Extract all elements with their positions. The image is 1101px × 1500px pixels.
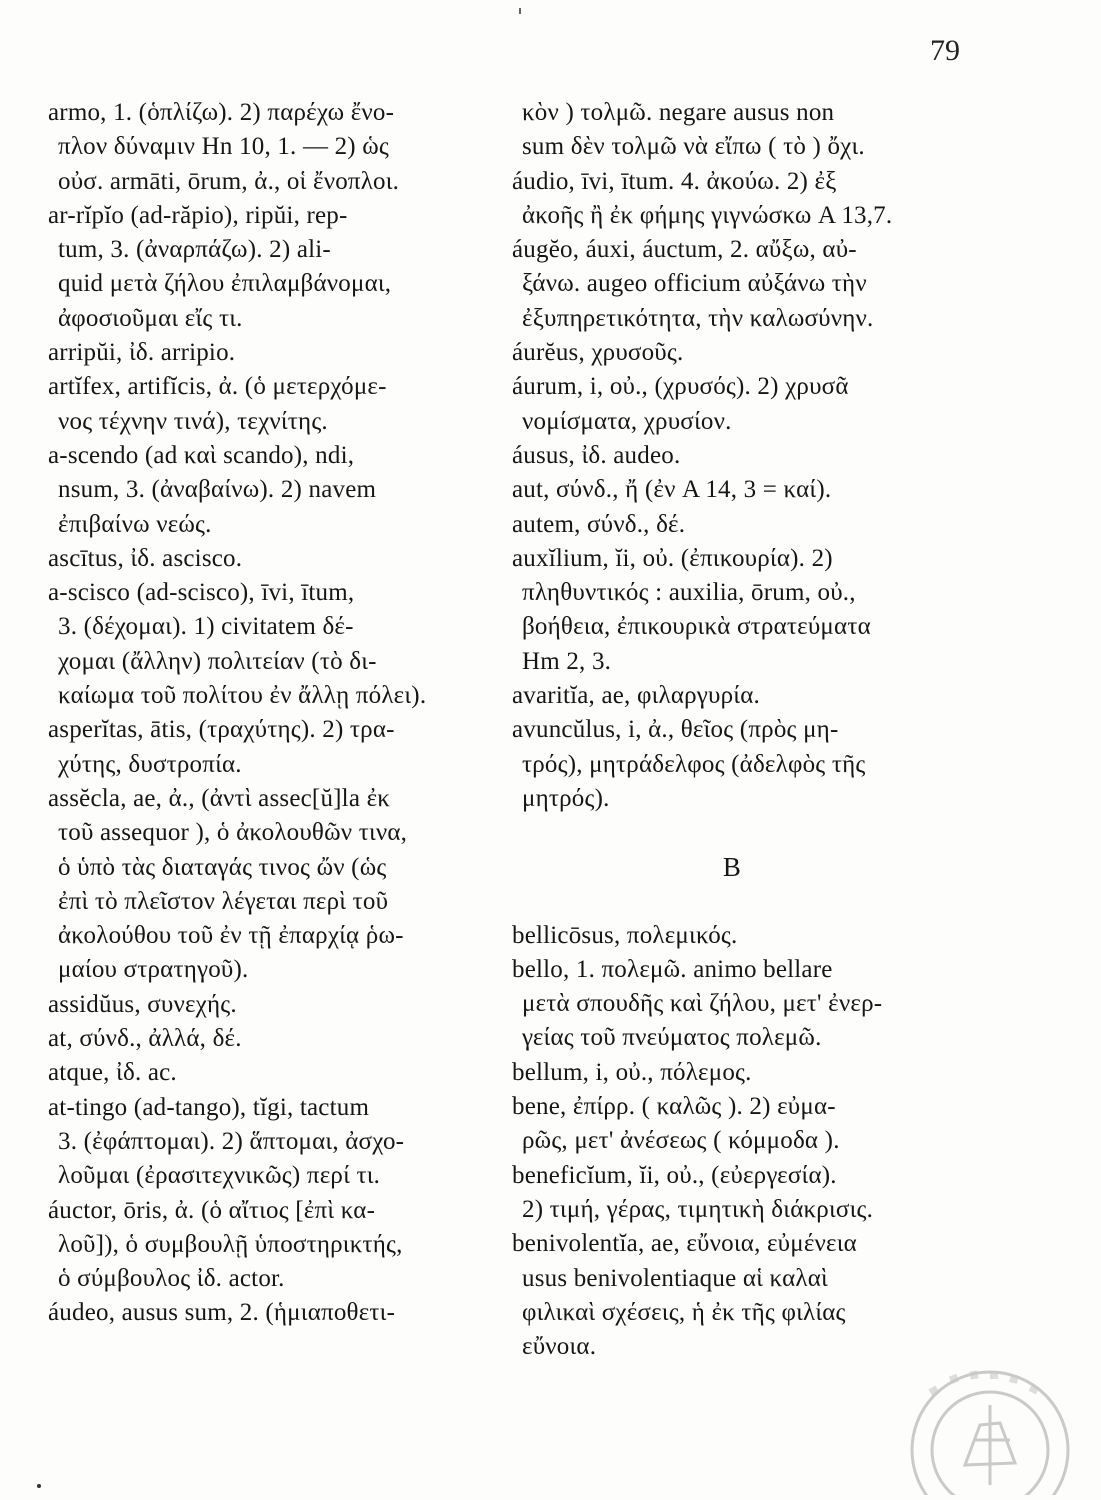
left-column-line: áuctor, ōris, ἀ. (ὁ αἴτιος [ἐπὶ κα- [48, 1196, 376, 1224]
left-column-line: ὁ ὑπὸ τὰς διαταγάς τινος ὤν (ὡς [58, 853, 387, 881]
left-column-line: assidŭus, συνεχής. [48, 990, 237, 1018]
left-column-line: ἀφοσιοῦμαι εἴς τι. [58, 304, 243, 332]
left-column-line: assĕcla, ae, ἀ., (ἀντὶ assec[ŭ]la ἐκ [48, 784, 391, 812]
left-column-line: οὐσ. armāti, ōrum, ἀ., οἱ ἔνοπλοι. [58, 167, 400, 195]
right-column-a-line: auxĭlium, ĭi, οὐ. (ἐπικουρία). 2) [512, 544, 833, 572]
left-column-line: áudeo, ausus sum, 2. (ἡμιαποθετι- [48, 1299, 396, 1327]
right-column-b-line: 2) τιμή, γέρας, τιμητικὴ διάκρισις. [522, 1195, 874, 1223]
left-column-line: ascītus, ἰδ. ascisco. [48, 544, 243, 572]
left-column-line: at-tingo (ad-tango), tĭgi, tactum [48, 1093, 370, 1121]
right-column-a-line: áudio, īvi, ītum. 4. ἀκούω. 2) ἐξ [512, 167, 837, 195]
right-column-a-line: aut, σύνδ., ἤ (ἐν A 14, 3 = καί). [512, 476, 832, 504]
left-column-line: χομαι (ἄλλην) πολιτείαν (τὸ δι- [58, 647, 377, 675]
right-column-a-line: μητρός). [522, 784, 610, 812]
right-column-b-line: εὔνοια. [522, 1333, 597, 1361]
left-column-line: ὁ σύμβουλος ἰδ. actor. [58, 1265, 285, 1293]
left-column [48, 96, 488, 1331]
left-column-line: ἀκολούθου τοῦ ἐν τῇ ἐπαρχίᾳ ῥω- [58, 922, 404, 950]
right-column-b-line: bello, 1. πολεμῶ. animo bellare [512, 955, 833, 983]
left-column-line: asperĭtas, ātis, (τραχύτης). 2) τρα- [48, 716, 395, 744]
print-dot-mark [37, 1484, 41, 1488]
right-column-b-entries [512, 919, 962, 1365]
left-column-line: ἐπιβαίνω νεώς. [58, 510, 212, 538]
right-column-a-line: áusus, ἰδ. audeo. [512, 441, 681, 469]
left-column-line: ar-rĭpĭo (ad-răpio), ripŭi, rep- [48, 201, 348, 229]
left-column-line: artĭfex, artifĭcis, ἀ. (ὁ μετερχόμε- [48, 373, 387, 401]
left-column-line: καίωμα τοῦ πολίτου ἐν ἄλλῃ πόλει). [58, 682, 427, 710]
right-column-a-entries [512, 96, 962, 816]
right-column-b-line: bellicōsus, πολεμικός. [512, 921, 738, 949]
right-column-a-line: κὸν ) τολμῶ. negare ausus non [522, 99, 835, 126]
right-column-b-line: benivolentĭa, ae, εὔνοια, εὐμένεια [512, 1230, 857, 1258]
left-column-line: τοῦ assequor ), ὁ ἀκολουθῶν τινα, [58, 819, 408, 847]
left-column-line: ἐπὶ τὸ πλεῖστον λέγεται περὶ τοῦ [58, 887, 389, 915]
left-column-line: πλον δύναμιν Hn 10, 1. — 2) ὡς [58, 133, 390, 161]
right-column-a-line: autem, σύνδ., δέ. [512, 510, 686, 538]
right-column-b-line: ρῶς, μετ' ἀνέσεως ( κόμμοδα ). [522, 1127, 840, 1155]
section-heading-b: B [722, 852, 742, 883]
right-column-a-line: Hm 2, 3. [522, 647, 612, 675]
left-column-line: armo, 1. (ὁπλίζω). 2) παρέχω ἔνο- [48, 99, 395, 126]
left-column-line: a-scisco (ad-scisco), īvi, ītum, [48, 579, 355, 607]
left-column-line: νος τέχνην τινά), τεχνίτης. [58, 407, 328, 435]
right-column-b-line: γείας τοῦ πνεύματος πολεμῶ. [522, 1024, 822, 1052]
left-column-line: at, σύνδ., ἀλλά, δέ. [48, 1025, 242, 1053]
left-column-line: 3. (δέχομαι). 1) civitatem δέ- [58, 613, 354, 641]
left-column-line: quid μετὰ ζήλου ἐπιλαμβάνομαι, [58, 270, 392, 298]
right-column-a-line: áugĕo, áuxi, áuctum, 2. αὔξω, αὐ- [512, 236, 857, 264]
right-column-a-line: ἀκοῆς ἢ ἐκ φήμης γιγνώσκω A 13,7. [522, 201, 893, 229]
right-column [512, 96, 962, 1364]
right-column-a-line: βοήθεια, ἐπικουρικὰ στρατεύματα [522, 613, 871, 641]
left-column-line: atque, ἰδ. ac. [48, 1059, 177, 1087]
left-column-line: λοῦ]), ὁ συμβουλῇ ὑποστηρικτής, [58, 1230, 403, 1258]
page-number: 79 [930, 34, 960, 67]
print-tick-mark [519, 8, 521, 14]
right-column-a-line: sum δὲν τολμῶ νὰ εἴπω ( τὸ ) ὄχι. [522, 133, 865, 161]
left-column-line: arripŭi, ἰδ. arripio. [48, 339, 236, 367]
right-column-a-line: τρός), μητράδελφος (ἀδελφὸς τῆς [522, 750, 866, 778]
right-column-a-line: πληθυντικός : auxilia, ōrum, οὐ., [522, 579, 856, 607]
right-column-b-line: usus benivolentiaque αἱ καλαὶ [522, 1264, 828, 1292]
left-column-line: a-scendo (ad καὶ scando), ndi, [48, 441, 355, 469]
right-column-a-line: avaritĭa, ae, φιλαργυρία. [512, 682, 760, 710]
right-column-b-line: beneficĭum, ĭi, οὐ., (εὐεργεσία). [512, 1161, 837, 1189]
left-column-line: μαίου στρατηγοῦ). [58, 956, 249, 984]
library-stamp-icon [870, 1345, 1070, 1495]
right-column-a-line: ξάνω. augeo officium αὐξάνω τὴν [522, 270, 867, 298]
right-column-b-line: φιλικαὶ σχέσεις, ἡ ἐκ τῆς φιλίας [522, 1298, 846, 1326]
left-column-line: tum, 3. (ἀναρπάζω). 2) ali- [58, 236, 331, 264]
right-column-b-line: bene, ἐπίρρ. ( καλῶς ). 2) εὐμα- [512, 1093, 836, 1121]
right-column-a-line: áurum, i, οὐ., (χρυσός). 2) χρυσᾶ [512, 373, 849, 401]
right-column-a-line: ἐξυπηρετικότητα, τὴν καλωσύνην. [522, 304, 874, 332]
left-column-line: χύτης, δυστροπία. [58, 750, 242, 778]
left-column-line: 3. (ἐφάπτομαι). 2) ἅπτομαι, ἀσχο- [58, 1127, 405, 1155]
right-column-a-line: νομίσματα, χρυσίον. [522, 407, 732, 435]
left-column-line: λοῦμαι (ἐρασιτεχνικῶς) περί τι. [58, 1162, 381, 1190]
right-column-b-line: μετὰ σπουδῆς καὶ ζήλου, μετ' ἐνερ- [522, 990, 883, 1018]
right-column-b-line: bellum, i, οὐ., πόλεμος. [512, 1058, 752, 1086]
right-column-a-line: áurĕus, χρυσοῦς. [512, 339, 684, 367]
right-column-a-line: avuncŭlus, i, ἀ., θεῖος (πρὸς μη- [512, 716, 839, 744]
left-column-line: nsum, 3. (ἀναβαίνω). 2) navem [58, 476, 377, 504]
